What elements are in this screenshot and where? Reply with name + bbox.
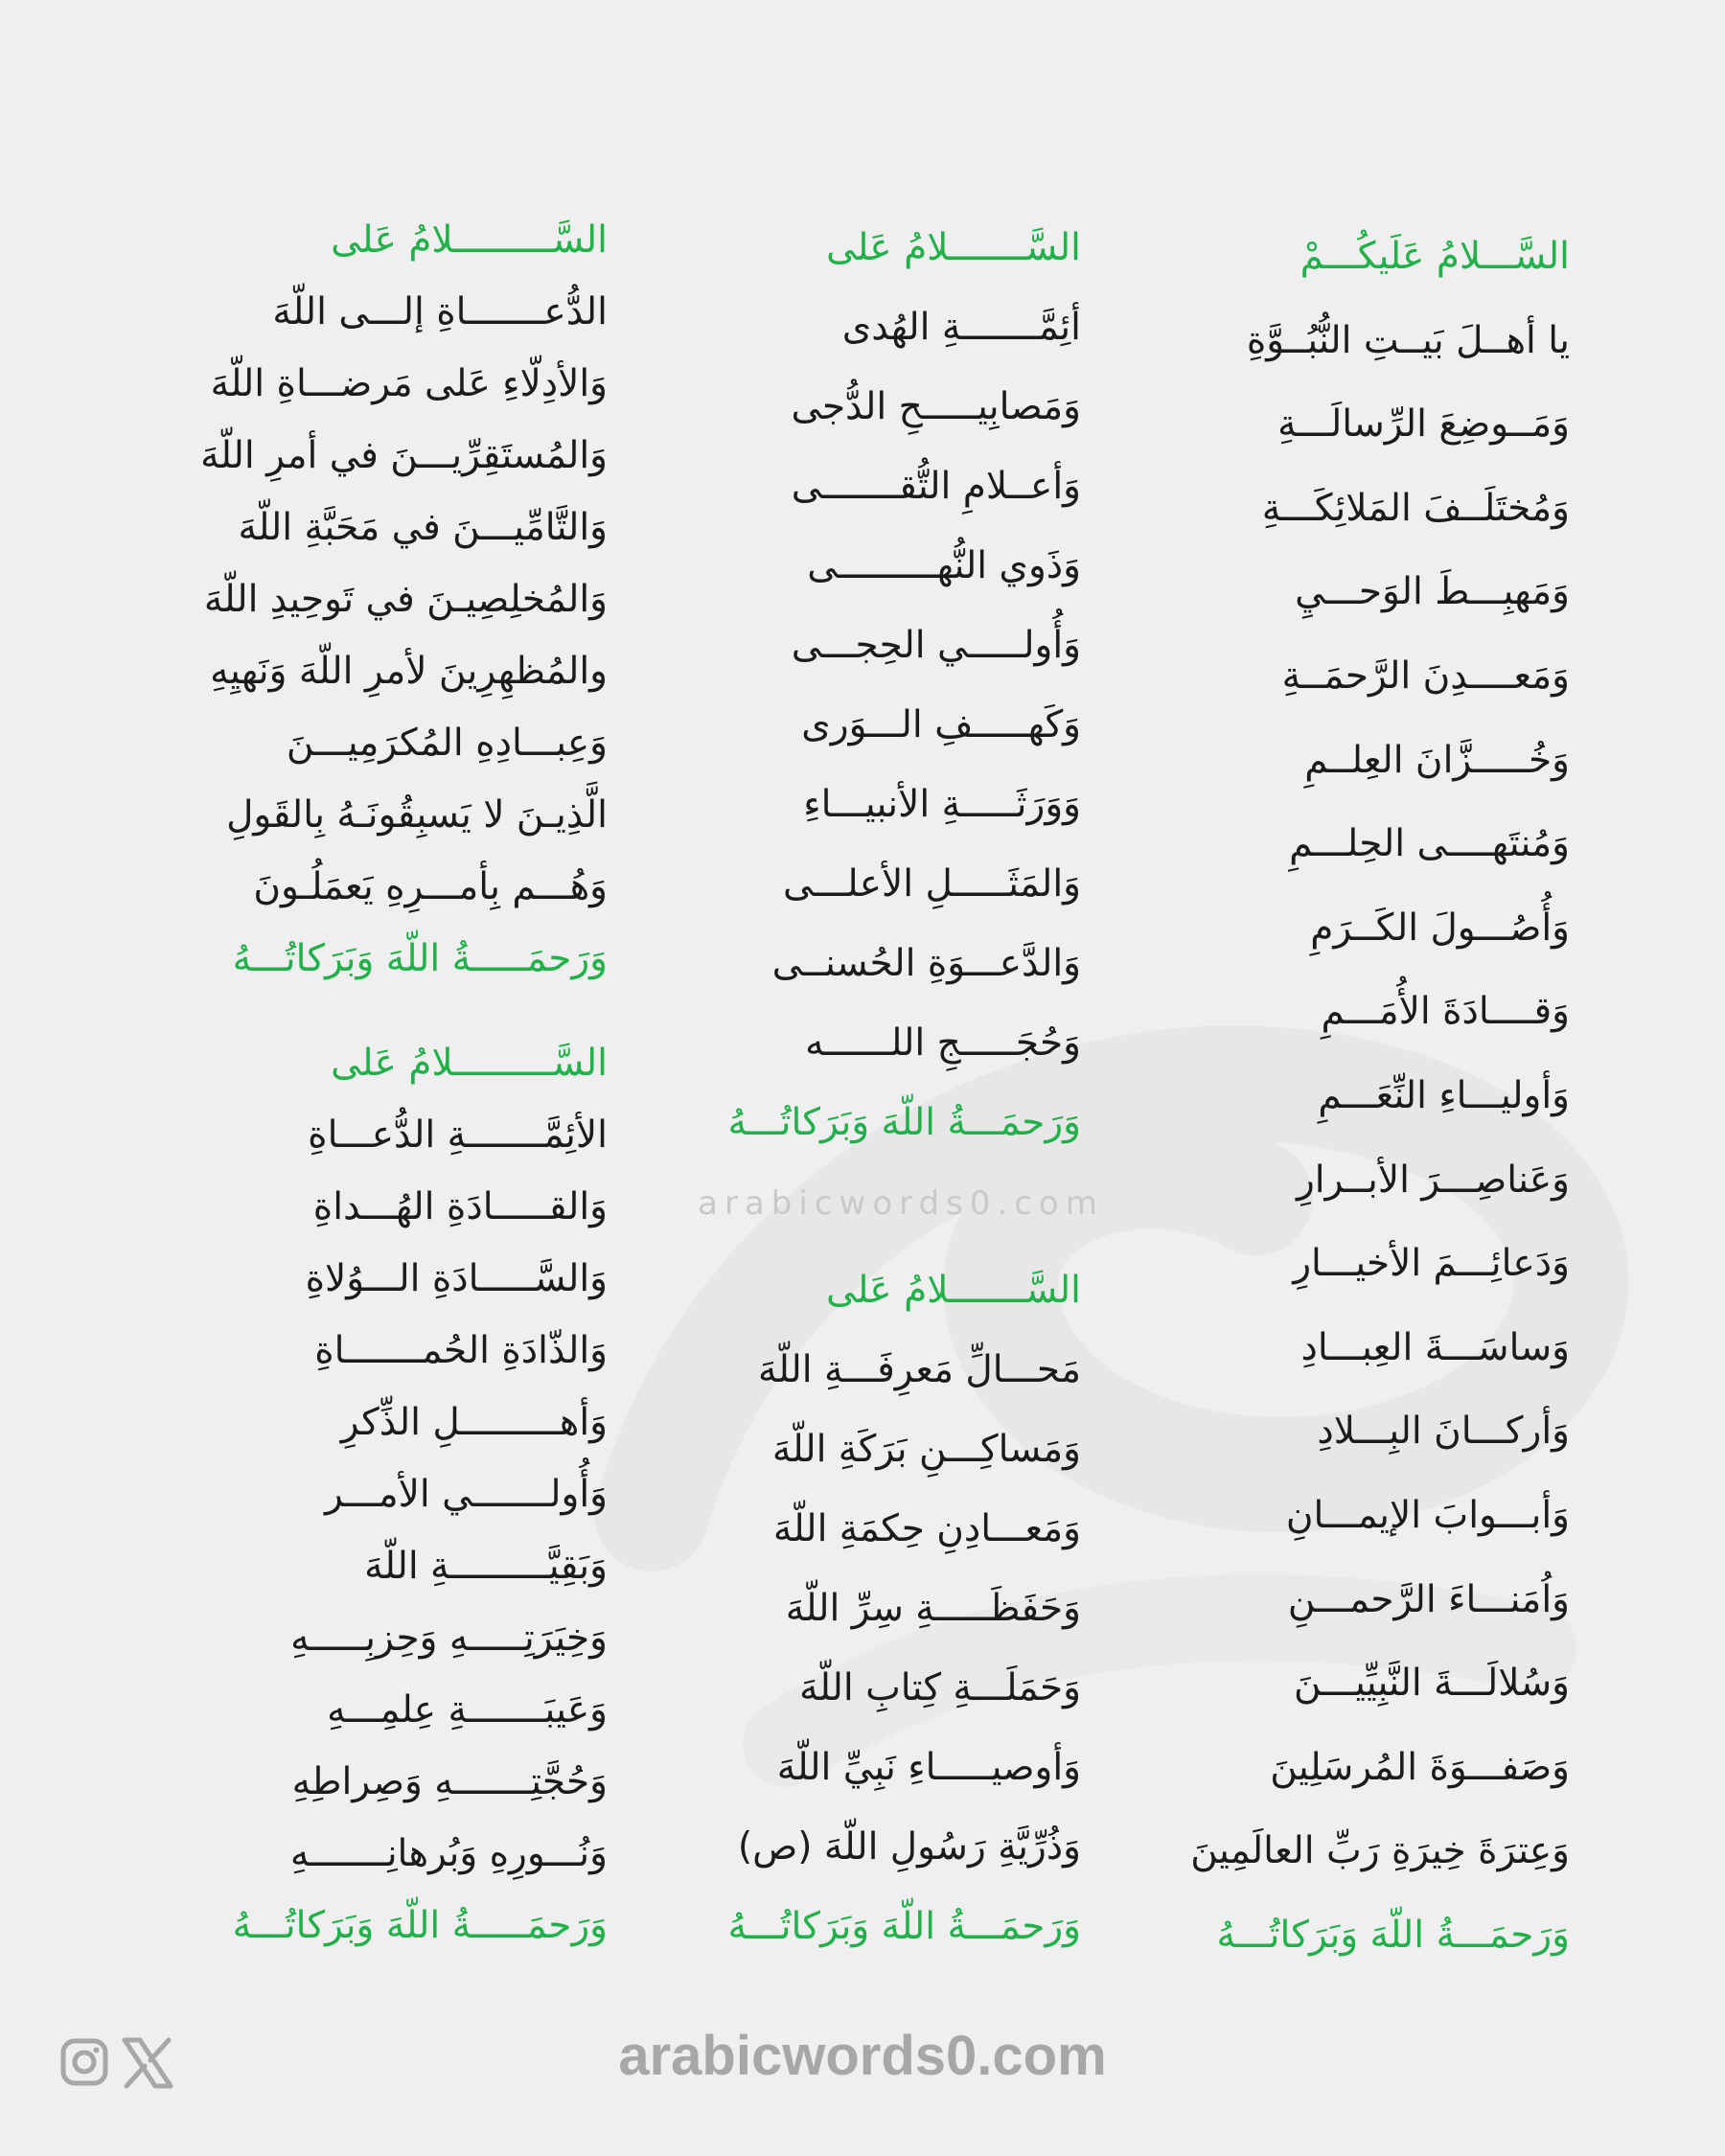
verse-line: وَبَقِيَّـــــــــةِ اللّهَ xyxy=(364,1545,608,1588)
verse-line: الَّذِيـنَ لا يَسبِقُونَـهُ بِالقَولِ xyxy=(226,793,608,837)
verse-line: وَعَناصِـــرَ الأبــرارِ xyxy=(1296,1158,1570,1202)
column-right-heading: السَّـــلامُ عَلَيكُـــمْ xyxy=(1300,235,1570,278)
verse-line: وَوَرَثَـــــةِ الأنبيـــاءِ xyxy=(803,783,1081,826)
verse-line: وَنُـــورِهِ وَبُرهانِـــــــهِ xyxy=(289,1832,608,1875)
verse-line: وَالدَّعـــوَةِ الحُسنــى xyxy=(771,942,1081,985)
verse-line: وَأهـــــــــلِ الذِّكرِ xyxy=(340,1401,608,1444)
verse-line: وَعَيبَـــــــةِ عِلمِـــهِ xyxy=(327,1688,608,1732)
column-middle-bottom xyxy=(544,1250,1081,1966)
verse-line: وَالتَّامِّيـــنَ في مَحَبَّةِ اللّهَ xyxy=(238,506,608,549)
column-right xyxy=(1033,215,1570,1977)
verse-line: وَساسَـــةَ العِبـــادِ xyxy=(1300,1325,1570,1369)
verse-line: وَأُصُـــولَ الكَــرَمِ xyxy=(1310,906,1570,950)
x-icon[interactable] xyxy=(121,2037,174,2089)
verse-line: الدُّعـــــــاةِ إلـــى اللّهَ xyxy=(272,290,608,333)
verse-line: وَصَفـــوَةَ المُرسَلِينَ xyxy=(1270,1745,1570,1789)
column-left-top-closing: وَرَحمَـــــةُ اللّهَ وَبَرَكاتُـــهُ xyxy=(232,937,608,980)
verse-line: وَالمُخلِصِيـنَ في تَوحِيدِ اللّهَ xyxy=(203,578,608,621)
column-middle-top-heading: السَّـــــــلامُ عَلى xyxy=(826,226,1081,269)
verse-line: وَالمَثَـــــلِ الأعلـــى xyxy=(783,862,1081,906)
verse-line: وَسُلالَـــةَ النَّبِيِّيـــنَ xyxy=(1293,1662,1570,1706)
column-left-top-heading: السَّـــــــــلامُ عَلى xyxy=(331,218,608,262)
verse-line: وَمُنتَهــــى الحِلـــمِ xyxy=(1289,822,1570,866)
verse-line: والمُظهِرِينَ لأمرِ اللّهَ وَنَهيِهِ xyxy=(210,650,608,693)
footer-website-link[interactable]: arabicwords0.com xyxy=(618,2025,1107,2087)
verse-line: وَأُولـــــي الحِجـــى xyxy=(791,624,1081,667)
verse-line: وَذَوي النُّهـــــــــى xyxy=(807,544,1081,587)
verse-line: وَأركـــانَ البِـــلادِ xyxy=(1317,1410,1570,1454)
verse-line: أئِمَّـــــــةِ الهُدى xyxy=(841,306,1081,349)
verse-line: وَمَعــــدِنَ الرَّحمَــةِ xyxy=(1281,654,1570,698)
verse-line: وَالذّادَةِ الحُمـــــــاةِ xyxy=(314,1329,608,1372)
column-right-closing: وَرَحمَـــةُ اللّهَ وَبَرَكاتُـــهُ xyxy=(1216,1913,1570,1957)
column-middle-bottom-heading: السَّـــــــلامُ عَلى xyxy=(826,1269,1081,1312)
verse-line: وَأُولـــــــي الأمـــر xyxy=(324,1473,608,1516)
verse-line: الأئِمَّـــــــةِ الدُّعـــاةِ xyxy=(308,1113,608,1157)
verse-line: وَعِترَةَ خِيرَةِ رَبِّ العالَمِينَ xyxy=(1190,1829,1570,1873)
verse-line: وَحَفَظَـــــةِ سِرِّ اللّهَ xyxy=(785,1587,1081,1630)
verse-line: وَهُـــم بِأمـــرِهِ يَعمَلُـونَ xyxy=(253,865,608,908)
verse-line: وَمَــوضِعَ الرِّسالَـــةِ xyxy=(1277,402,1570,447)
verse-line: وَقــــادَةَ الأُمَـــمِ xyxy=(1321,990,1570,1034)
verse-line: وَذُرِّيَّةِ رَسُولِ اللّهَ (ص) xyxy=(737,1825,1081,1869)
verse-line: وَأعــلامِ التُّقـــــــى xyxy=(791,465,1081,508)
verse-line: يا أهــلَ بَيــتِ النُّبُــوَّةِ xyxy=(1246,318,1570,362)
watermark-text: arabicwords0.com xyxy=(698,1184,1104,1223)
verse-line: وَحُجَّتِـــــــهِ وَصِراطِهِ xyxy=(291,1760,608,1803)
verse-line: وَأوصيـــــاءِ نَبِيِّ اللّهَ xyxy=(776,1746,1081,1789)
column-left-bottom-heading: السَّـــــــــلامُ عَلى xyxy=(331,1042,608,1085)
verse-line: وَمُختَلَــفَ المَلائِكَـــةِ xyxy=(1261,486,1570,530)
verse-line: وَالسَّـــــادَةِ الـــوُلاةِ xyxy=(305,1257,608,1300)
verse-line: وَالقـــــادَةِ الهُـــداةِ xyxy=(312,1185,608,1228)
column-left-bottom-closing: وَرَحمَـــــةُ اللّهَ وَبَرَكاتُـــهُ xyxy=(232,1904,608,1947)
verse-line: وَالأدِلّاءِ عَلى مَرضـــاةِ اللّهَ xyxy=(210,362,608,405)
column-middle-bottom-closing: وَرَحمَـــةُ اللّهَ وَبَرَكاتُـــهُ xyxy=(727,1905,1081,1948)
verse-line: وَمَصابِيـــــحِ الدُّجى xyxy=(791,385,1081,428)
verse-line: وَكَهـــــفِ الـــوَرى xyxy=(801,703,1081,746)
verse-line: وَاُمَنـــاءَ الرَّحمـــنِ xyxy=(1287,1577,1570,1621)
verse-line: وَدَعائِـــمَ الأخيـــارِ xyxy=(1293,1242,1570,1286)
verse-line: وَمَعـــادِنِ حِكمَةِ اللّهَ xyxy=(772,1507,1081,1550)
verse-line: وَخِيَرَتِـــــهِ وَحِزبِـــــهِ xyxy=(290,1617,608,1660)
column-left-top xyxy=(71,204,608,995)
verse-line: وَالمُستَقِرِّيـــنَ في أمرِ اللّهَ xyxy=(200,434,608,477)
verse-line: وَمَساكِـــنِ بَرَكَةِ اللّهَ xyxy=(771,1428,1081,1471)
instagram-icon[interactable] xyxy=(59,2037,109,2087)
verse-line: وَحُجَـــــجِ اللــــــه xyxy=(805,1021,1081,1065)
verse-line: مَحـــالِّ مَعرِفَـــةِ اللّهَ xyxy=(758,1348,1081,1391)
verse-line: وَخُـــــزَّانَ العِلــمِ xyxy=(1304,738,1570,782)
verse-line: وَأبـــوابَ الإيمـــانِ xyxy=(1285,1493,1570,1537)
column-middle-top-closing: وَرَحمَـــةُ اللّهَ وَبَرَكاتُـــهُ xyxy=(727,1101,1081,1144)
verse-line: وَحَمَلَـــةِ كِتابِ اللّهَ xyxy=(799,1666,1081,1709)
column-middle-top xyxy=(544,208,1081,1162)
column-left-bottom xyxy=(71,1027,608,1961)
verse-line: وَأوليـــاءِ النِّعَـــمِ xyxy=(1318,1073,1570,1117)
verse-line: وَمَهبِـــطَ الوَحـــيِ xyxy=(1295,570,1570,614)
verse-line: وَعِبـــادِهِ المُكرَمِيـــنَ xyxy=(286,722,608,765)
